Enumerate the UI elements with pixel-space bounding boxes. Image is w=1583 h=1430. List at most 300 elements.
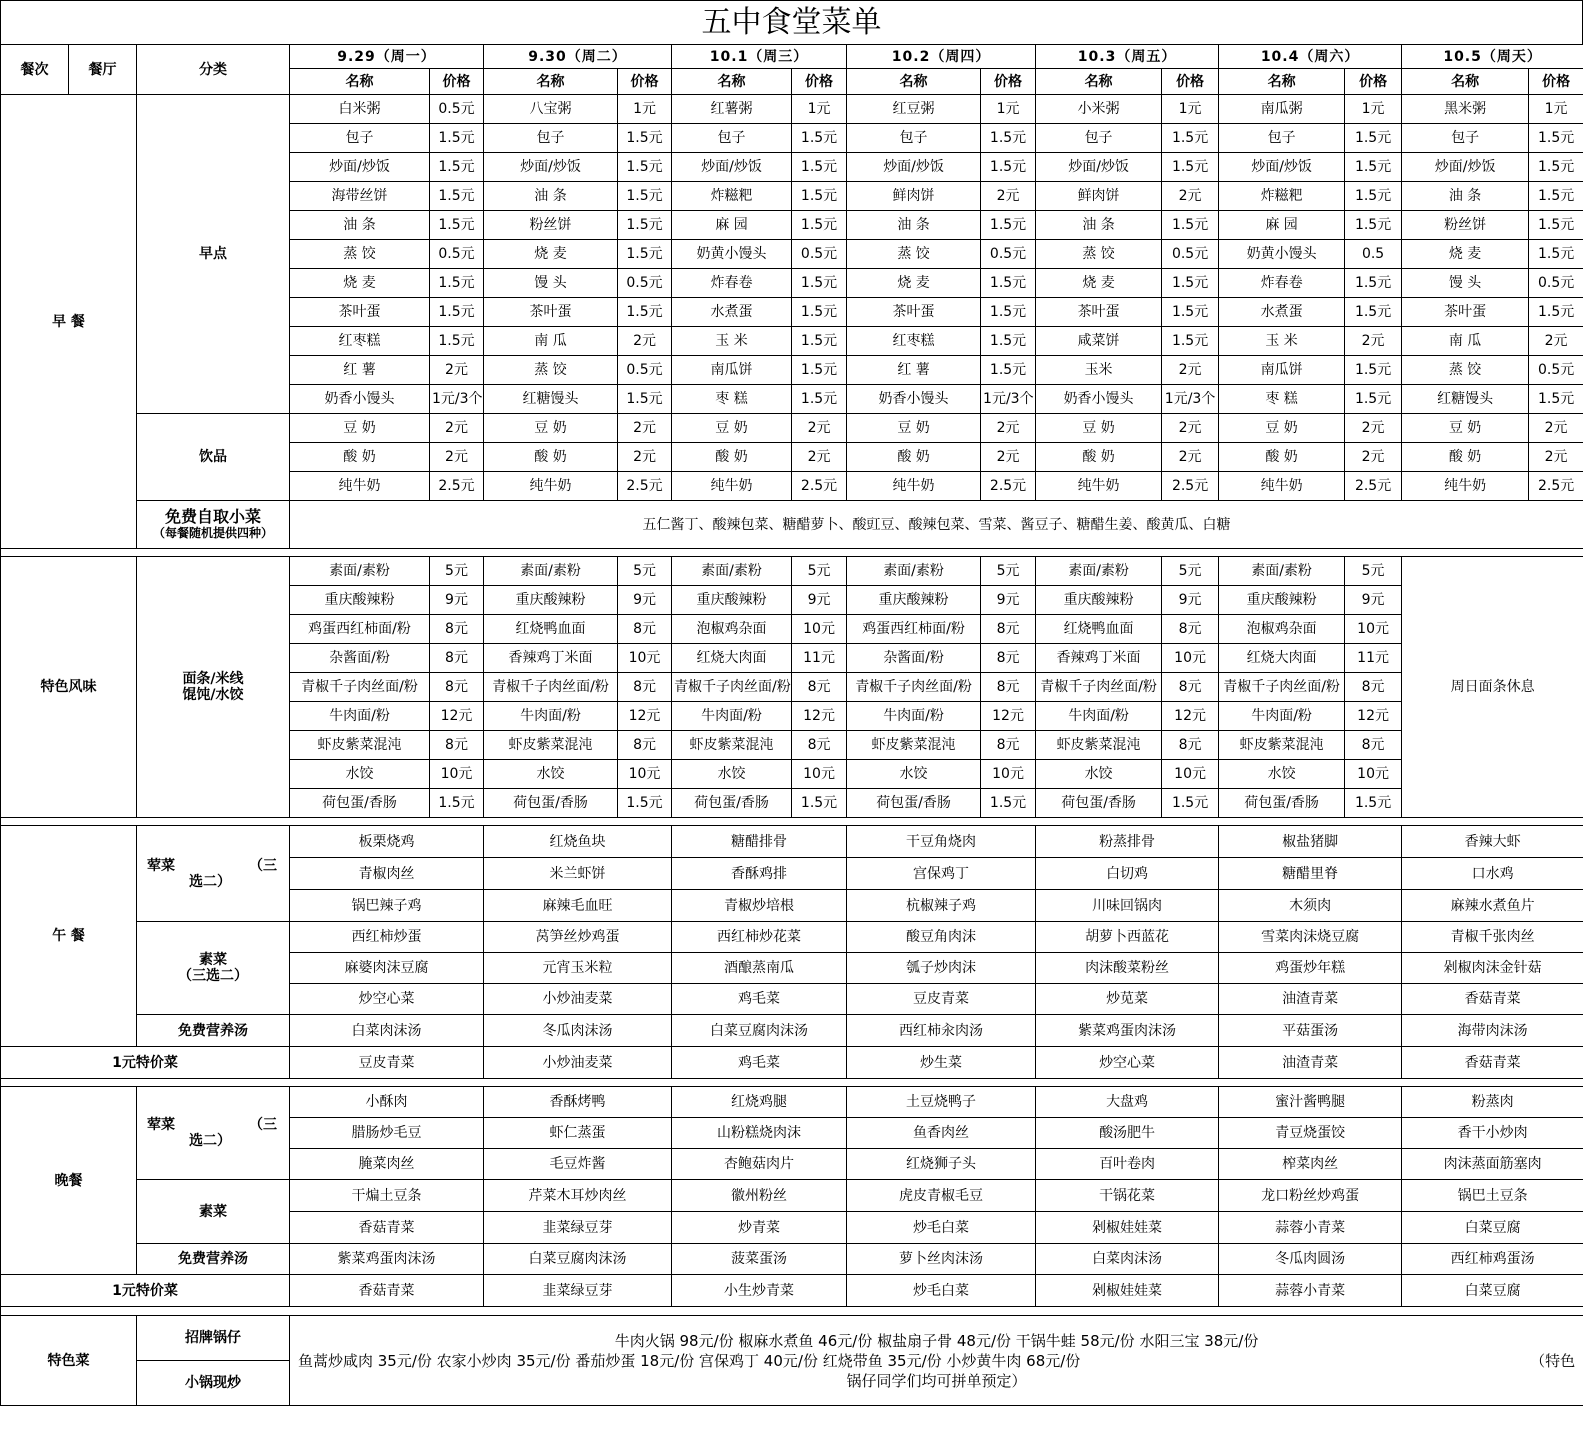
menu-item-name: 蒸 饺 <box>1036 240 1162 269</box>
menu-item-price: 2元 <box>1162 443 1219 472</box>
dish-name: 腊肠炒毛豆 <box>290 1118 484 1149</box>
section-divider <box>1 818 1583 826</box>
noodle-category <box>137 557 290 818</box>
menu-item-name: 纯牛奶 <box>1219 472 1345 501</box>
free-side-dish-title: 免费自取小菜 <box>164 506 261 526</box>
dish-name: 鱼香肉丝 <box>847 1118 1036 1149</box>
menu-item-price: 0.5元 <box>430 240 484 269</box>
dish-name: 油渣青菜 <box>1219 1047 1402 1079</box>
dish-name: 青豆烧蛋饺 <box>1219 1118 1402 1149</box>
menu-item-price: 10元 <box>618 644 672 673</box>
menu-item-price: 1.5元 <box>1529 385 1583 414</box>
menu-item-name: 水饺 <box>290 760 430 789</box>
dinner-meat-category <box>137 1087 290 1180</box>
menu-item-price: 2.5元 <box>1529 472 1583 501</box>
menu-item-price: 1.5元 <box>618 789 672 818</box>
dish-name: 红烧鸡腿 <box>672 1087 847 1118</box>
dish-name: 锅巴土豆条 <box>1402 1180 1583 1212</box>
menu-item-price: 1.5元 <box>430 298 484 327</box>
menu-item-price: 1.5元 <box>792 211 847 240</box>
dish-name: 香辣大虾 <box>1402 826 1583 858</box>
menu-item-price: 2.5元 <box>430 472 484 501</box>
date-header: 9.29（周一） <box>290 45 484 69</box>
menu-item-price: 8元 <box>430 615 484 644</box>
menu-item-name: 南瓜粥 <box>1219 95 1345 124</box>
menu-item-name: 蒸 饺 <box>290 240 430 269</box>
menu-item-price: 0.5元 <box>618 269 672 298</box>
menu-item-price: 2元 <box>792 414 847 443</box>
menu-item-name: 炒面/炒饭 <box>1402 153 1529 182</box>
menu-item-price: 2.5元 <box>1345 472 1402 501</box>
menu-item-name: 青椒千子肉丝面/粉 <box>290 673 430 702</box>
menu-item-price: 1.5元 <box>981 356 1036 385</box>
breakfast-label: 早 餐 <box>1 95 137 549</box>
menu-item-name: 玉 米 <box>1219 327 1345 356</box>
dish-name: 韭菜绿豆芽 <box>484 1275 672 1307</box>
menu-item-name: 红枣糕 <box>290 327 430 356</box>
menu-item-name: 奶黄小馒头 <box>1219 240 1345 269</box>
dish-name: 糖醋里脊 <box>1219 858 1402 890</box>
dish-name: 木须肉 <box>1219 890 1402 922</box>
menu-item-name: 牛肉面/粉 <box>1219 702 1345 731</box>
menu-item-name: 重庆酸辣粉 <box>847 586 981 615</box>
menu-item-price: 1元/3个 <box>430 385 484 414</box>
name-header: 名称 <box>1402 69 1529 95</box>
dish-name: 酒酿蒸南瓜 <box>672 953 847 984</box>
menu-item-price: 2元 <box>1162 356 1219 385</box>
dish-name: 菠菜蛋汤 <box>672 1244 847 1275</box>
dish-name: 芹菜木耳炒肉丝 <box>484 1180 672 1212</box>
dish-name: 冬瓜肉圆汤 <box>1219 1244 1402 1275</box>
dish-name: 韭菜绿豆芽 <box>484 1212 672 1244</box>
menu-item-price: 1.5元 <box>1162 789 1219 818</box>
menu-item-name: 粉丝饼 <box>484 211 618 240</box>
dish-name: 香菇青菜 <box>290 1275 484 1307</box>
menu-item-name: 鲜肉饼 <box>1036 182 1162 211</box>
menu-item-name: 红豆粥 <box>847 95 981 124</box>
menu-item-name: 红 薯 <box>847 356 981 385</box>
menu-item-name: 炒面/炒饭 <box>847 153 981 182</box>
menu-item-price: 0.5 <box>1345 240 1402 269</box>
menu-item-name: 馒 头 <box>484 269 618 298</box>
menu-item-price: 8元 <box>1162 615 1219 644</box>
menu-item-price: 1.5元 <box>430 269 484 298</box>
menu-item-price: 1.5元 <box>430 327 484 356</box>
menu-item-name: 海带丝饼 <box>290 182 430 211</box>
dish-name: 白切鸡 <box>1036 858 1219 890</box>
menu-item-price: 2元 <box>792 443 847 472</box>
dish-name: 杭椒辣子鸡 <box>847 890 1036 922</box>
category-text: 素菜 <box>199 952 227 968</box>
specials-line-3: 锅仔同学们均可拼单预定） <box>846 1371 1027 1390</box>
price-header: 价格 <box>618 69 672 95</box>
menu-item-price: 2元 <box>1162 414 1219 443</box>
dish-name: 白菜肉沫汤 <box>290 1015 484 1047</box>
menu-item-name: 南 瓜 <box>484 327 618 356</box>
menu-item-name: 馒 头 <box>1402 269 1529 298</box>
free-side-dish-label <box>137 501 290 549</box>
specials-line-1: 牛肉火锅 98元/份 椒麻水煮鱼 46元/份 椒盐扇子骨 48元/份 干锅牛蛙 58元/份 水阳三宝 38元/份 <box>614 1331 1259 1350</box>
menu-item-price: 8元 <box>981 673 1036 702</box>
menu-item-price: 1.5元 <box>430 789 484 818</box>
menu-item-name: 牛肉面/粉 <box>484 702 618 731</box>
dish-name: 剁椒娃娃菜 <box>1036 1275 1219 1307</box>
menu-item-name: 豆 奶 <box>1402 414 1529 443</box>
menu-item-name: 红薯粥 <box>672 95 792 124</box>
date-header: 10.2（周四） <box>847 45 1036 69</box>
menu-item-price: 9元 <box>1162 586 1219 615</box>
menu-item-name: 炸糍粑 <box>1219 182 1345 211</box>
menu-item-name: 烧 麦 <box>484 240 618 269</box>
menu-item-name: 油 条 <box>1402 182 1529 211</box>
menu-item-price: 1.5元 <box>1529 211 1583 240</box>
menu-item-name: 酸 奶 <box>290 443 430 472</box>
menu-item-price: 5元 <box>430 557 484 586</box>
menu-item-name: 黑米粥 <box>1402 95 1529 124</box>
menu-item-price: 1.5元 <box>1162 124 1219 153</box>
section-divider <box>1 549 1583 557</box>
dish-name: 剁椒娃娃菜 <box>1036 1212 1219 1244</box>
menu-item-name: 酸 奶 <box>1219 443 1345 472</box>
dish-name: 蒜蓉小青菜 <box>1219 1275 1402 1307</box>
menu-item-name: 香辣鸡丁米面 <box>484 644 618 673</box>
specials-sub-wok: 小锅现炒 <box>137 1361 290 1406</box>
dish-name: 麻婆肉沫豆腐 <box>290 953 484 984</box>
menu-item-name: 奶香小馒头 <box>847 385 981 414</box>
menu-item-name: 荷包蛋/香肠 <box>847 789 981 818</box>
menu-item-name: 炸春卷 <box>672 269 792 298</box>
menu-item-price: 12元 <box>792 702 847 731</box>
menu-item-price: 2元 <box>1529 327 1583 356</box>
menu-item-price: 0.5元 <box>1529 356 1583 385</box>
dinner-soup-category: 免费营养汤 <box>137 1244 290 1275</box>
menu-item-name: 油 条 <box>484 182 618 211</box>
dish-name: 米兰虾饼 <box>484 858 672 890</box>
dish-name: 鸡毛菜 <box>672 984 847 1015</box>
sunday-noodle-note: 周日面条休息 <box>1402 557 1583 818</box>
menu-item-price: 10元 <box>1345 615 1402 644</box>
menu-item-price: 1.5元 <box>618 298 672 327</box>
menu-item-name: 牛肉面/粉 <box>290 702 430 731</box>
menu-item-name: 泡椒鸡杂面 <box>1219 615 1345 644</box>
menu-item-price: 1.5元 <box>981 124 1036 153</box>
dinner-label: 晚餐 <box>1 1087 137 1275</box>
dish-name: 油渣青菜 <box>1219 984 1402 1015</box>
menu-item-name: 重庆酸辣粉 <box>290 586 430 615</box>
dish-name: 白菜豆腐 <box>1402 1212 1583 1244</box>
specials-line-2-main: 鱼蒿炒咸肉 35元/份 农家小炒肉 35元/份 番茄炒蛋 18元/份 宫保鸡丁 40元/份 红烧带鱼 35元/份 小炒黄牛肉 68元/份 <box>298 1351 1081 1370</box>
dish-name: 青椒千张肉丝 <box>1402 922 1583 953</box>
dish-name: 蜜汁酱鸭腿 <box>1219 1087 1402 1118</box>
dish-name: 酸汤肥牛 <box>1036 1118 1219 1149</box>
menu-item-price: 2元 <box>981 414 1036 443</box>
category-text: 荤菜 <box>147 857 175 874</box>
menu-item-price: 9元 <box>1345 586 1402 615</box>
menu-item-price: 1.5元 <box>792 269 847 298</box>
menu-item-price: 1元 <box>1345 95 1402 124</box>
dish-name: 西红柿汆肉汤 <box>847 1015 1036 1047</box>
menu-item-price: 5元 <box>792 557 847 586</box>
menu-item-price: 1.5元 <box>430 124 484 153</box>
menu-item-name: 水饺 <box>1036 760 1162 789</box>
price-header: 价格 <box>430 69 484 95</box>
name-header: 名称 <box>1036 69 1162 95</box>
dish-name: 鸡毛菜 <box>672 1047 847 1079</box>
dish-name: 西红柿鸡蛋汤 <box>1402 1244 1583 1275</box>
menu-item-price: 8元 <box>1162 673 1219 702</box>
menu-item-name: 青椒千子肉丝面/粉 <box>1036 673 1162 702</box>
menu-item-price: 1.5元 <box>1345 211 1402 240</box>
menu-item-name: 白米粥 <box>290 95 430 124</box>
dish-name: 腌菜肉丝 <box>290 1149 484 1180</box>
dish-name: 蒜蓉小青菜 <box>1219 1212 1402 1244</box>
name-header: 名称 <box>1219 69 1345 95</box>
noodle-category-line2: 馄饨/水饺 <box>182 687 244 703</box>
menu-item-price: 12元 <box>1162 702 1219 731</box>
menu-item-name: 荷包蛋/香肠 <box>1036 789 1162 818</box>
dish-name: 炒青菜 <box>672 1212 847 1244</box>
dinner-veg-category: 素菜 <box>137 1180 290 1244</box>
date-header: 10.4（周六） <box>1219 45 1402 69</box>
dish-name: 干豆角烧肉 <box>847 826 1036 858</box>
dish-name: 麻辣毛血旺 <box>484 890 672 922</box>
menu-item-price: 1.5元 <box>618 385 672 414</box>
menu-item-price: 1.5元 <box>792 327 847 356</box>
menu-item-price: 1.5元 <box>1162 298 1219 327</box>
dish-name: 豆皮青菜 <box>847 984 1036 1015</box>
header-hall: 餐厅 <box>69 45 137 95</box>
menu-item-price: 1.5元 <box>1529 240 1583 269</box>
menu-item-name: 豆 奶 <box>484 414 618 443</box>
menu-item-name: 炒面/炒饭 <box>484 153 618 182</box>
menu-item-name: 香辣鸡丁米面 <box>1036 644 1162 673</box>
menu-item-name: 纯牛奶 <box>847 472 981 501</box>
page-title: 五中食堂菜单 <box>0 0 1583 44</box>
lunch-soup-category: 免费营养汤 <box>137 1015 290 1047</box>
dish-name: 豆皮青菜 <box>290 1047 484 1079</box>
specials-label: 特色菜 <box>1 1316 137 1406</box>
dish-name: 肉沫酸菜粉丝 <box>1036 953 1219 984</box>
menu-item-price: 8元 <box>1345 673 1402 702</box>
menu-item-name: 杂酱面/粉 <box>847 644 981 673</box>
menu-item-name: 包子 <box>847 124 981 153</box>
dish-name: 香菇青菜 <box>290 1212 484 1244</box>
menu-item-name: 重庆酸辣粉 <box>484 586 618 615</box>
menu-item-name: 茶叶蛋 <box>1036 298 1162 327</box>
dish-name: 白菜豆腐肉沫汤 <box>484 1244 672 1275</box>
menu-item-name: 奶黄小馒头 <box>672 240 792 269</box>
price-header: 价格 <box>981 69 1036 95</box>
name-header: 名称 <box>290 69 430 95</box>
menu-item-price: 2元 <box>430 443 484 472</box>
menu-item-name: 红枣糕 <box>847 327 981 356</box>
menu-item-price: 2元 <box>1345 443 1402 472</box>
menu-item-name: 油 条 <box>847 211 981 240</box>
menu-item-price: 1.5元 <box>618 153 672 182</box>
menu-item-price: 1.5元 <box>1345 789 1402 818</box>
menu-item-price: 1.5元 <box>1345 356 1402 385</box>
menu-item-price: 2.5元 <box>1162 472 1219 501</box>
menu-item-price: 2元 <box>430 356 484 385</box>
dish-name: 毛豆炸酱 <box>484 1149 672 1180</box>
menu-item-name: 虾皮紫菜混沌 <box>1219 731 1345 760</box>
menu-item-price: 1.5元 <box>1529 124 1583 153</box>
menu-item-price: 9元 <box>618 586 672 615</box>
dish-name: 白菜肉沫汤 <box>1036 1244 1219 1275</box>
dish-name: 小炒油麦菜 <box>484 984 672 1015</box>
specials-line-2-tail: （特色 <box>1530 1351 1576 1370</box>
menu-item-name: 酸 奶 <box>484 443 618 472</box>
menu-item-price: 2元 <box>618 443 672 472</box>
menu-item-price: 10元 <box>618 760 672 789</box>
menu-item-price: 12元 <box>430 702 484 731</box>
menu-item-name: 泡椒鸡杂面 <box>672 615 792 644</box>
section-divider <box>1 1307 1583 1316</box>
dish-name: 红烧狮子头 <box>847 1149 1036 1180</box>
menu-item-name: 油 条 <box>290 211 430 240</box>
menu-item-price: 1.5元 <box>792 124 847 153</box>
menu-item-name: 茶叶蛋 <box>1402 298 1529 327</box>
menu-item-name: 水饺 <box>1219 760 1345 789</box>
menu-item-name: 烧 麦 <box>1036 269 1162 298</box>
menu-item-name: 豆 奶 <box>847 414 981 443</box>
menu-item-price: 0.5元 <box>618 356 672 385</box>
menu-item-price: 1.5元 <box>1529 153 1583 182</box>
menu-item-price: 0.5元 <box>430 95 484 124</box>
dish-name: 西红柿炒蛋 <box>290 922 484 953</box>
menu-item-name: 虾皮紫菜混沌 <box>484 731 618 760</box>
dish-name: 紫菜鸡蛋肉沫汤 <box>290 1244 484 1275</box>
menu-item-price: 1.5元 <box>792 153 847 182</box>
dish-name: 口水鸡 <box>1402 858 1583 890</box>
dinner-special-category: 1元特价菜 <box>1 1275 290 1307</box>
menu-item-name: 红烧鸭血面 <box>484 615 618 644</box>
noodle-section-label: 特色风味 <box>1 557 137 818</box>
menu-item-price: 9元 <box>792 586 847 615</box>
menu-item-name: 荷包蛋/香肠 <box>290 789 430 818</box>
menu-item-name: 油 条 <box>1036 211 1162 240</box>
dish-name: 大盘鸡 <box>1036 1087 1219 1118</box>
menu-item-price: 12元 <box>618 702 672 731</box>
dish-name: 雪菜肉沫烧豆腐 <box>1219 922 1402 953</box>
menu-item-price: 1.5元 <box>1529 298 1583 327</box>
menu-item-name: 麻 园 <box>672 211 792 240</box>
dish-name: 肉沫蒸面筋塞肉 <box>1402 1149 1583 1180</box>
menu-item-name: 包子 <box>1036 124 1162 153</box>
menu-item-price: 1.5元 <box>430 153 484 182</box>
menu-item-price: 5元 <box>618 557 672 586</box>
menu-item-price: 1.5元 <box>1345 269 1402 298</box>
menu-item-name: 红糖馒头 <box>1402 385 1529 414</box>
menu-item-name: 牛肉面/粉 <box>1036 702 1162 731</box>
menu-item-name: 水饺 <box>672 760 792 789</box>
dish-name: 小炒油麦菜 <box>484 1047 672 1079</box>
dish-name: 香菇青菜 <box>1402 984 1583 1015</box>
menu-item-name: 红烧大肉面 <box>1219 644 1345 673</box>
menu-item-price: 1.5元 <box>1345 298 1402 327</box>
menu-item-price: 1.5元 <box>792 298 847 327</box>
dish-name: 瓠子炒肉沫 <box>847 953 1036 984</box>
menu-item-price: 10元 <box>792 615 847 644</box>
price-header: 价格 <box>1345 69 1402 95</box>
menu-item-name: 炒面/炒饭 <box>290 153 430 182</box>
menu-item-name: 红糖馒头 <box>484 385 618 414</box>
price-header: 价格 <box>792 69 847 95</box>
menu-item-name: 鲜肉饼 <box>847 182 981 211</box>
menu-item-name: 茶叶蛋 <box>847 298 981 327</box>
free-side-dish-note: （每餐随机提供四种） <box>152 525 273 540</box>
dish-name: 炒毛白菜 <box>847 1212 1036 1244</box>
category-line <box>139 1117 287 1133</box>
menu-item-price: 2元 <box>1345 414 1402 443</box>
menu-item-name: 豆 奶 <box>1036 414 1162 443</box>
menu-item-name: 鸡蛋西红柿面/粉 <box>847 615 981 644</box>
dish-name: 山粉糕烧肉沫 <box>672 1118 847 1149</box>
menu-item-price: 12元 <box>981 702 1036 731</box>
menu-item-name: 酸 奶 <box>1036 443 1162 472</box>
menu-item-name: 重庆酸辣粉 <box>672 586 792 615</box>
menu-item-name: 蒸 饺 <box>484 356 618 385</box>
menu-item-name: 纯牛奶 <box>290 472 430 501</box>
price-header: 价格 <box>1529 69 1583 95</box>
dish-name: 干煸土豆条 <box>290 1180 484 1212</box>
menu-item-price: 8元 <box>981 644 1036 673</box>
menu-item-name: 奶香小馒头 <box>290 385 430 414</box>
dish-name: 白菜豆腐 <box>1402 1275 1583 1307</box>
menu-item-name: 豆 奶 <box>290 414 430 443</box>
menu-item-name: 枣 糕 <box>672 385 792 414</box>
menu-item-price: 1.5元 <box>1345 385 1402 414</box>
menu-item-price: 2元 <box>981 182 1036 211</box>
menu-item-name: 荷包蛋/香肠 <box>1219 789 1345 818</box>
menu-item-price: 1.5元 <box>1345 182 1402 211</box>
menu-item-price: 2元 <box>618 414 672 443</box>
dish-name: 粉蒸排骨 <box>1036 826 1219 858</box>
dish-name: 香酥烤鸭 <box>484 1087 672 1118</box>
menu-item-name: 包子 <box>1219 124 1345 153</box>
menu-item-price: 2元 <box>1529 443 1583 472</box>
dish-name: 麻辣水煮鱼片 <box>1402 890 1583 922</box>
dish-name: 虾仁蒸蛋 <box>484 1118 672 1149</box>
menu-item-name: 烧 麦 <box>290 269 430 298</box>
dish-name: 龙口粉丝炒鸡蛋 <box>1219 1180 1402 1212</box>
dish-name: 糖醋排骨 <box>672 826 847 858</box>
dish-name: 炒毛白菜 <box>847 1275 1036 1307</box>
menu-item-name: 奶香小馒头 <box>1036 385 1162 414</box>
menu-item-name: 虾皮紫菜混沌 <box>672 731 792 760</box>
menu-item-price: 10元 <box>430 760 484 789</box>
menu-item-price: 5元 <box>1345 557 1402 586</box>
menu-item-price: 1.5元 <box>1162 153 1219 182</box>
menu-table <box>0 44 1583 1406</box>
category-text: （三 <box>249 857 277 874</box>
dish-name: 百叶卷肉 <box>1036 1149 1219 1180</box>
dish-name: 锅巴辣子鸡 <box>290 890 484 922</box>
menu-item-price: 1.5元 <box>1162 211 1219 240</box>
menu-item-price: 8元 <box>618 615 672 644</box>
menu-item-name: 烧 麦 <box>1402 240 1529 269</box>
menu-item-price: 2元 <box>1529 414 1583 443</box>
menu-item-price: 8元 <box>430 731 484 760</box>
menu-item-name: 青椒千子肉丝面/粉 <box>1219 673 1345 702</box>
menu-item-price: 11元 <box>792 644 847 673</box>
menu-item-name: 素面/素粉 <box>1219 557 1345 586</box>
dish-name: 海带肉沫汤 <box>1402 1015 1583 1047</box>
menu-item-name: 南瓜饼 <box>1219 356 1345 385</box>
menu-item-price: 9元 <box>981 586 1036 615</box>
menu-item-price: 1.5元 <box>618 124 672 153</box>
menu-item-name: 包子 <box>484 124 618 153</box>
